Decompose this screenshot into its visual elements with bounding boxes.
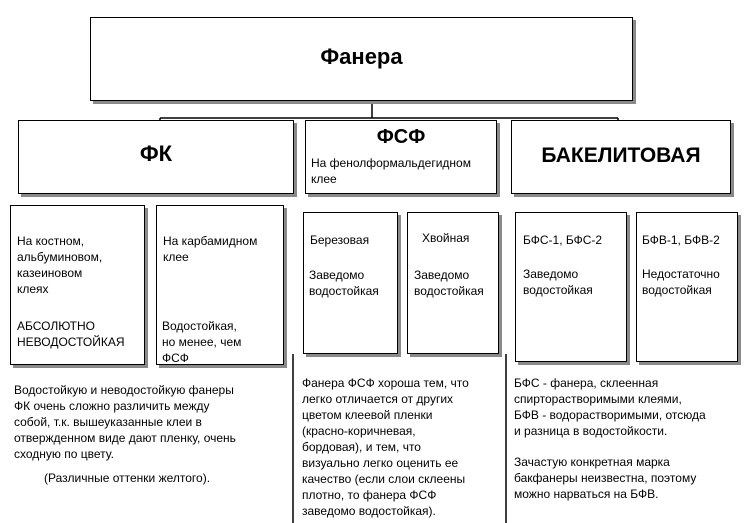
leaf-fsf-1-text: Березовая bbox=[310, 233, 370, 247]
leaf-fk-1-note: АБСОЛЮТНО НЕВОДОСТОЙКАЯ bbox=[17, 319, 125, 349]
category-fk-title: ФК bbox=[139, 141, 173, 166]
leaf-bak-2-note: Недостаточно водостойкая bbox=[642, 267, 720, 297]
leaf-fsf-2-note: Заведомо водостойкая bbox=[414, 268, 484, 298]
leaf-bak-1-note: Заведомо водостойкая bbox=[523, 267, 593, 297]
note-bakelite-extra: Зачастую конкретная марка бакфанеры неизвестна, поэтому можно нарваться на БФВ. bbox=[514, 455, 697, 501]
note-fk-extra: (Различные оттенки желтого). bbox=[44, 471, 211, 485]
root-title: Фанера bbox=[320, 44, 403, 69]
note-bakelite: БФС - фанера, склеенная спирторастворимыми клеями, БФВ - водорастворимыми, отсюда и разница в водостойкости. bbox=[514, 376, 706, 438]
leaf-bak-2-text: БФВ-1, БФВ-2 bbox=[642, 233, 720, 247]
category-fsf-title: ФСФ bbox=[376, 126, 426, 148]
leaf-bak-1-text: БФС-1, БФС-2 bbox=[523, 233, 603, 247]
category-fsf-subtitle: На фенолформальдегидном клее bbox=[311, 156, 471, 186]
leaf-fk-1-text: На костном, альбуминовом, казеиновом клеях bbox=[17, 234, 103, 296]
category-bakelite-title: БАКЕЛИТОВАЯ bbox=[541, 144, 701, 167]
note-fk: Водостойкую и неводостойкую фанеры ФК очень сложно различить между собой, т.к. вышеуказанные клеи в отвержденном виде дают пленку, очень сходную по цвету. bbox=[14, 383, 236, 461]
leaf-fk-2-text: На карбамидном клее bbox=[163, 234, 258, 264]
note-fsf: Фанера ФСФ хороша тем, что легко отличается от других цветом клеевой пленки (красно-коричневая, бордовая), и тем, что визуально легко оценить ее качество (если слои склеены плотно, то фанера ФСФ заведомо водостойкая). bbox=[302, 376, 469, 518]
leaf-fsf-1-note: Заведомо водостойкая bbox=[309, 268, 379, 298]
leaf-fk-2-note: Водостойкая, но менее, чем ФСФ bbox=[162, 319, 242, 365]
leaf-fsf-2-text: Хвойная bbox=[422, 231, 470, 245]
